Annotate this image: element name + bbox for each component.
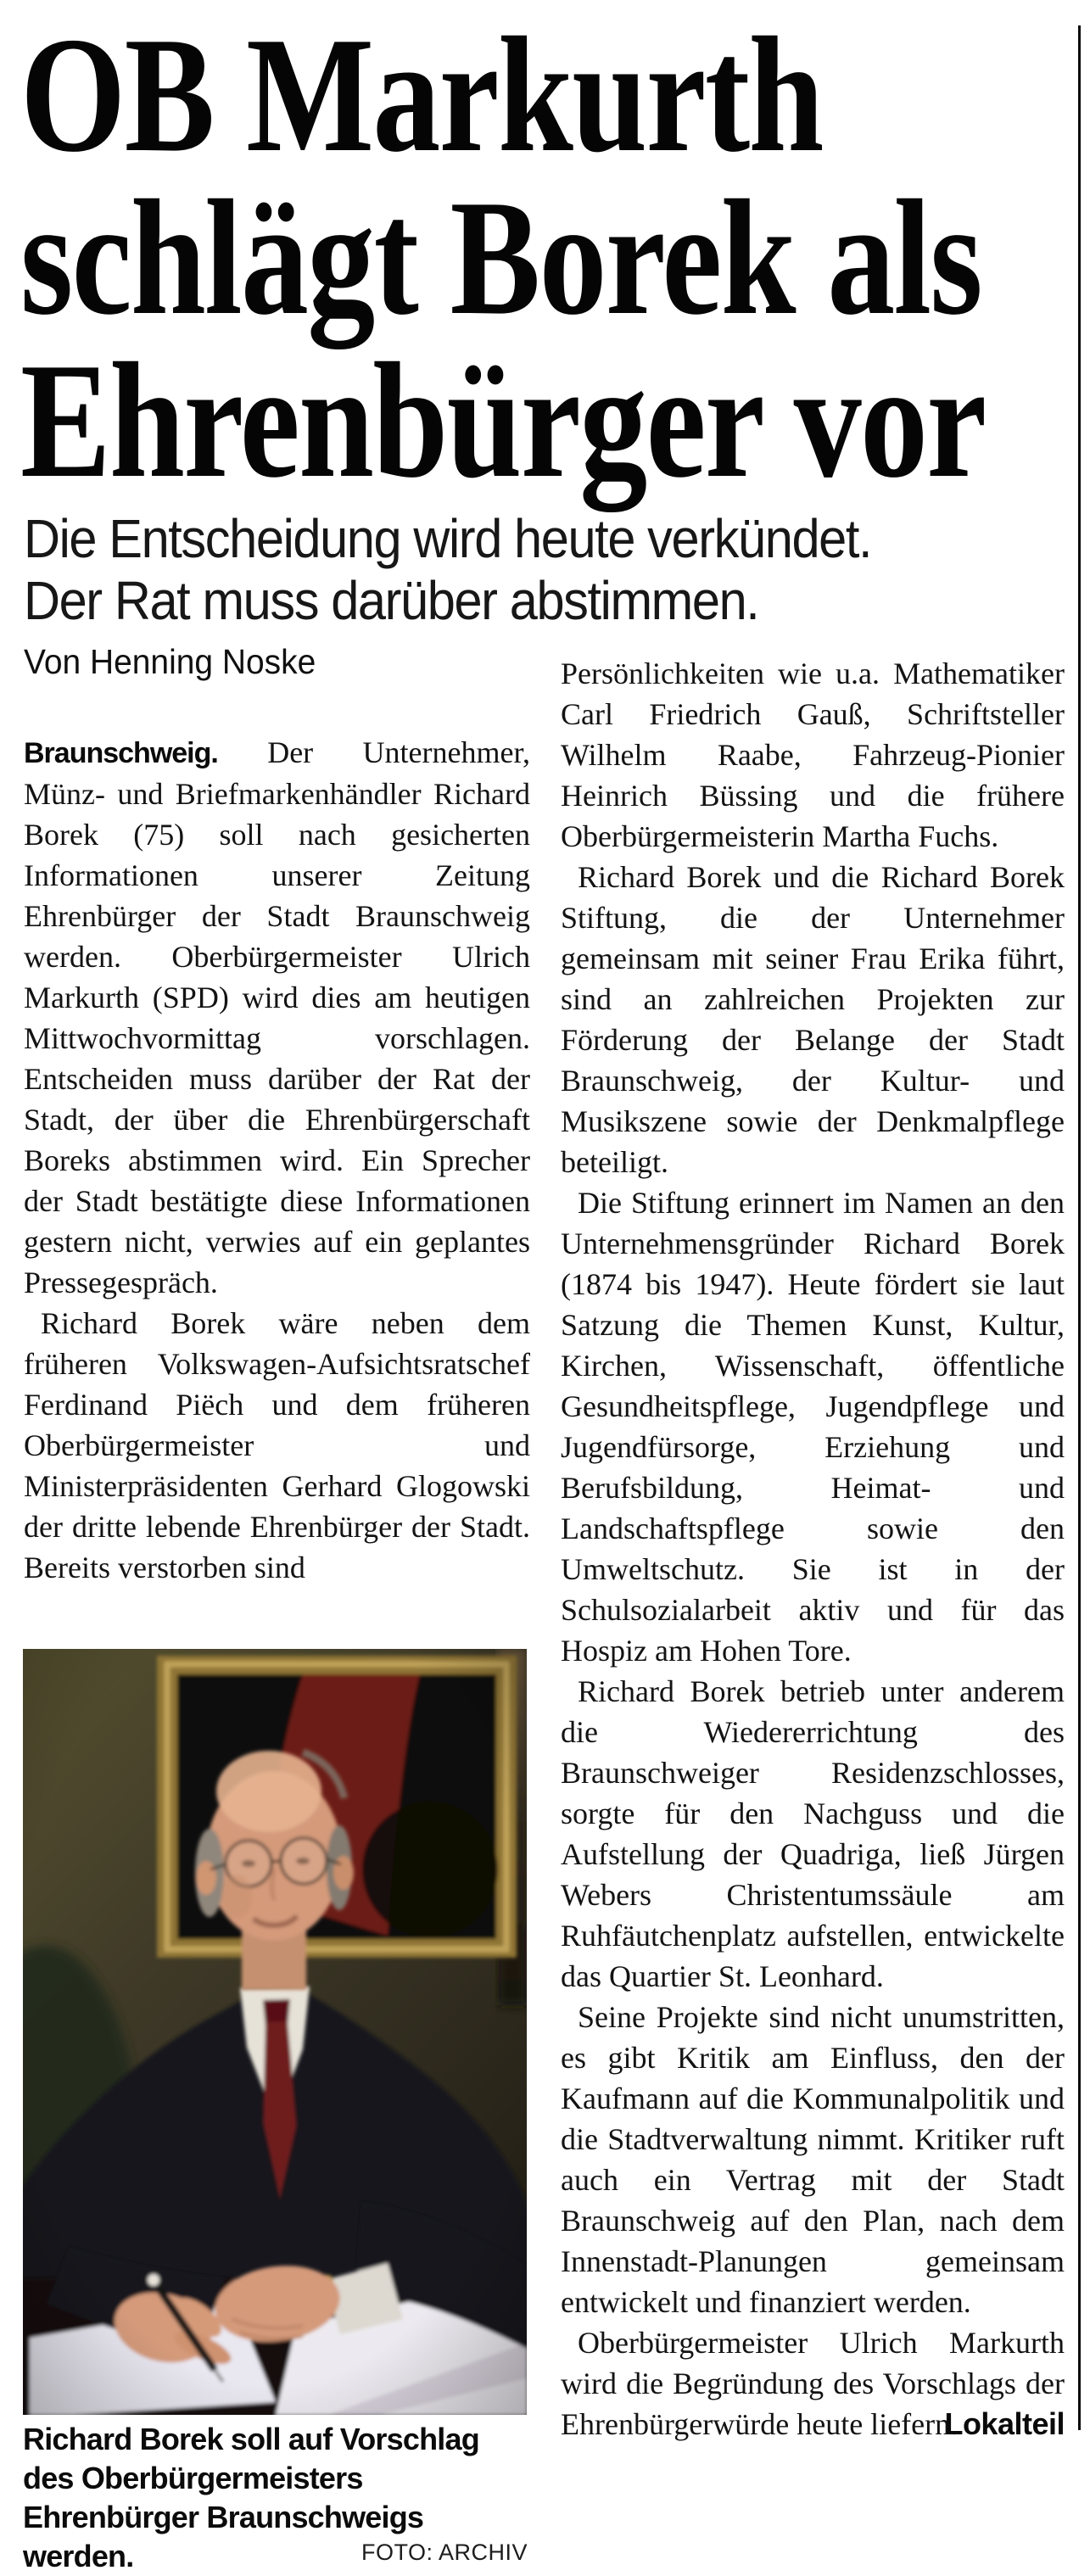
- paragraph: Die Stiftung erinnert im Namen an den Unternehmensgründer Richard Borek (1874 bis 1947). Heute fördert sie laut Satzung die Themen Kunst, Kultur, Kirchen, Wissenschaft, öffentliche Gesundheitspflege, Jugendpflege und Jugendfürsorge, Erziehung und Berufsbildung, Heimat- und Landschaftspflege sowie den Umweltschutz. Sie ist in der Schulsozialarbeit aktiv und für das Hospiz am Hohen Tore.: [561, 1186, 1065, 1668]
- headline-line: schlägt Borek als: [20, 166, 981, 349]
- photo-caption: [23, 2420, 529, 2576]
- headline-line: OB Markurth: [20, 3, 823, 187]
- photo-vignette: [23, 1649, 527, 2415]
- photo-credit: FOTO: ARCHIV: [361, 2540, 528, 2565]
- paragraph: Richard Borek betrieb unter anderem die Wiedererrichtung des Braunschweiger Residenzschlosses, sorgte für den Nachguss und die Aufstellung der Quadriga, ließ Jürgen Webers Christentumssäule am Ruhfäutchenplatz aufstellen, entwickelte das Quartier St. Leonhard.: [561, 1674, 1065, 1993]
- article-headline: [20, 3, 986, 512]
- paragraph: [561, 2322, 1065, 2445]
- paragraph: Persönlichkeiten wie u.a. Mathematiker Carl Friedrich Gauß, Schriftsteller Wilhelm Raabe, Fahrzeug-Pionier Heinrich Büssing und die frühere Oberbürgermeisterin Martha Fuchs.: [561, 657, 1065, 853]
- dateline-lead-in: Braunschweig.: [24, 737, 218, 769]
- photo-illustration: [23, 1649, 527, 2415]
- photo-caption-text: Richard Borek soll auf Vorschlag des Oberbürgermeisters Ehrenbürger Braunschweigs werden.: [23, 2422, 479, 2573]
- paragraph: Seine Projekte sind nicht unumstritten, es gibt Kritik am Einfluss, den der Kaufmann auf die Kommunalpolitik und die Stadtverwaltung nimmt. Kritiker ruft auch ein Vertrag mit der Stadt Braunschweig auf den Plan, nach dem Innenstadt-Planungen gemeinsam entwickelt und finanziert werden.: [561, 2000, 1065, 2319]
- paragraph-text: Oberbürgermeister Ulrich Markurth wird die Begründung des Vorschlags der Ehrenbürgerwürde heute liefern.: [561, 2326, 1065, 2441]
- column-rule: [1078, 25, 1081, 2430]
- subheadline-line: Der Rat muss darüber abstimmen.: [24, 570, 759, 631]
- byline: Von Henning Noske: [24, 642, 316, 681]
- paragraph: Richard Borek und die Richard Borek Stiftung, die der Unternehmer gemeinsam mit seiner Frau Erika führt, sind an zahlreichen Projekten zur Förderung der Belange der Stadt Braunschweig, der Kultur- und Musikszene sowie der Denkmalpflege beteiligt.: [561, 860, 1065, 1179]
- paragraph: [24, 732, 530, 1303]
- headline-line: Ehrenbürger vor: [20, 329, 986, 512]
- article-photo: [23, 1649, 527, 2415]
- subheadline-line: Die Entscheidung wird heute verkündet.: [24, 508, 872, 569]
- article-column-right: [561, 653, 1065, 2445]
- paragraph-text: Der Unternehmer, Münz- und Briefmarkenhändler Richard Borek (75) soll nach gesicherten Informationen unserer Zeitung Ehrenbürger der Stadt Braunschweig werden. Oberbürgermeister Ulrich Markurth (SPD) wird dies am heutigen Mittwochvormittag vorschlagen. Entscheiden muss darüber der Rat der Stadt, der über die Ehrenbürgerschaft Boreks abstimmen wird. Ein Sprecher der Stadt bestätigte diese Informationen gestern nicht, verwies auf ein geplantes Pressegespräch.: [24, 735, 530, 1299]
- paragraph: Richard Borek wäre neben dem früheren Volkswagen-Aufsichtsratschef Ferdinand Piëch und dem früheren Oberbürgermeister und Ministerpräsidenten Gerhard Glogowski der dritte lebende Ehrenbürger der Stadt. Bereits verstorben sind: [24, 1306, 530, 1584]
- section-tag: Lokalteil: [944, 2406, 1065, 2441]
- article-subheadline: [24, 508, 871, 632]
- article-column-left: [24, 732, 530, 1588]
